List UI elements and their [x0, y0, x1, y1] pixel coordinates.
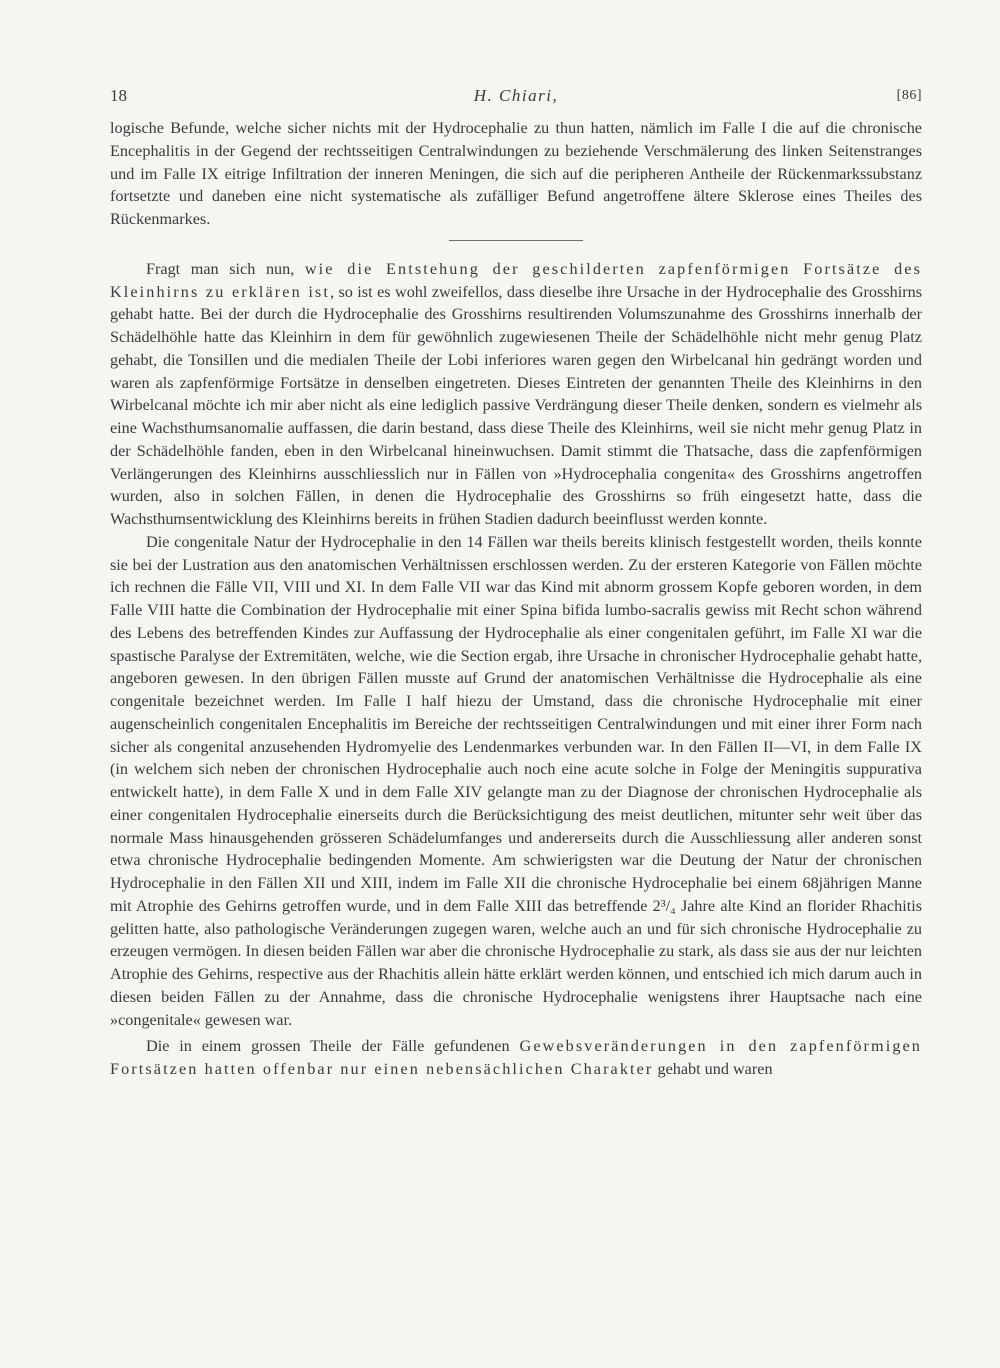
page-number: 18: [110, 86, 127, 105]
original-page-number: [86]: [896, 88, 922, 103]
running-title: H. Chiari,: [473, 86, 559, 105]
paragraph-origin-lead: Fragt man sich nun,: [146, 259, 305, 278]
section-divider: [449, 240, 583, 241]
paragraph-tissue-rest: gehabt und waren: [653, 1060, 773, 1078]
paragraph-congenital-nature: Die congenitale Natur der Hydrocephalie in den 14 Fällen war theils bereits klinisch festgestellt worden, theils konnte sie bei der Lustration aus den anatomischen Verhältnissen erschlossen werden. Zu der ersteren Kategorie von Fällen möchte ich rechnen die Fälle VII, VIII und XI. In dem Falle VII war das Kind mit abnorm grossem Kopfe geboren worden, in dem Falle VIII hatte die Combination der Hydrocephalie mit einer Spina bifida lumbo-sacralis gewiss mit Recht schon während des Lebens des betreffenden Kindes zur Auffassung der Hydrocephalie als einer congenitalen geführt, im Falle XI war die spastische Paralyse der Extremitäten, welche, wie die Section ergab, ihre Ursache in chronischer Hydrocephalie gehabt hatte, angeboren gewesen. In den übrigen Fällen musste auf Grund der anatomischen Verhältnisse die Hydrocephalie als eine congenitale bezeichnet werden. Im Falle I half hiezu der Umstand, dass die chronische Hydrocephalie mit einer augenscheinlich congenitalen Encephalitis im Bereiche der rechtsseitigen Centralwindungen und mit einer ihrer Form nach sicher als congenital anzusehenden Hydromyelie des Lendenmarkes verbunden war. In den Fällen II—VI, in dem Falle IX (in welchem sich neben der chronischen Hydrocephalie auch noch eine acute solche in Folge der Meningitis suppurativa entwickelt hatte), in dem Falle X und in dem Falle XIV gelangte man zu der Diagnose der chronischen Hydrocephalie als einer congenitalen Hydrocephalie einerseits durch die Berücksichtigung des meist deutlichen, mitunter sehr weit über das normale Mass hinausgehenden grösseren Schädelumfanges und andererseits durch die Ausschliessung aller anderen sonst etwa chronische Hydrocephalie bedingenden Momente. Am schwierigsten war die Deutung der Natur der chronischen Hydrocephalie in den Fällen XII und XIII, indem im Falle XII die chronische Hydrocephalie bei einem 68jährigen Manne mit Atrophie des Gehirns getroffen wurde, und in dem Falle XIII das betreffende 2³/₄ Jahre alte Kind an florider Rhachitis gelitten hatte, also pathologische Veränderungen zugegen waren, welche auch an und für sich chronische Hydrocephalie zu erzeugen vermögen. In diesen beiden Fällen war aber die chronische Hydrocephalie zu stark, als dass sie aus der nur leichten Atrophie des Gehirns, respective aus der Rhachitis allein hätte erklärt werden können, und entschied ich mich darum auch in diesen beiden Fällen zu der Annahme, dass die chronische Hydrocephalie wenigstens ihrer Hauptsache nach eine »congenitale« gewesen war.: [110, 532, 922, 1029]
page-header: [110, 86, 922, 112]
paragraph-continuation: logische Befunde, welche sicher nichts mit der Hydrocephalie zu thun hatten, nämlich im Falle I die auf die chronische Encephalitis in der Gegend der rechtsseitigen Centralwindungen zu beziehende Verschmälerung des linken Seitenstranges und im Falle IX eitrige Infiltration der inneren Meningen, die sich auf die peripheren Antheile der Rückenmarkssubstanz fortsetzte und daneben eine nicht systematische als zufälliger Befund angetroffene ältere Sklerose eines Theiles des Rückenmarkes.: [110, 119, 922, 228]
body-text: [110, 117, 922, 1081]
paragraph-tissue-changes: [110, 1035, 922, 1081]
paragraph-tissue-emphasis: Gewebsveränderungen in den zapfenförmigen Fortsätzen hatten offenbar nur einen nebensächlichen Charakter: [110, 1037, 922, 1078]
paragraph-origin: [110, 258, 922, 531]
paragraph-origin-rest: , so ist es wohl zweifellos, dass dieselbe ihre Ursache in der Hydrocephalie des Grosshirns gehabt hatte. Bei der durch die Hydrocephalie des Grosshirns resultirenden Volumszunahme des Grosshirns innerhalb der Schädelhöhle hatte das Kleinhirn in dem für gewöhnlich zugewiesenen Theile der Schädelhöhle nicht mehr genug Platz gehabt, die Tonsillen und die medialen Theile der Lobi inferiores waren gegen den Wirbelcanal hin gedrängt worden und waren als zapfenförmige Fortsätze in denselben eingetreten. Dieses Eintreten der genannten Theile des Kleinhirns in den Wirbelcanal möchte ich mir aber nicht als eine lediglich passive Verdrängung dieser Theile denken, sondern es vielmehr als eine Wachsthumsanomalie auffassen, die darin bestand, dass diese Theile des Kleinhirns, weil sie nicht mehr genug Platz in der Schädelhöhle fanden, eben in den Wirbelcanal hineinwuchsen. Damit stimmt die Thatsache, dass die zapfenförmigen Verlängerungen des Kleinhirns ausschliesslich nur in Fällen von »Hydrocephalia congenita« des Grosshirns angetroffen wurden, also in solchen Fällen, in denen die Hydrocephalie des Grosshirns so früh eingesetzt hatte, dass die Wachsthumsentwicklung des Kleinhirns bereits in frühen Stadien dadurch beeinflusst werden konnte.: [110, 282, 922, 528]
paragraph-origin-emphasis: wie die Entstehung der geschilderten zapfenförmigen Fortsätze des Kleinhirns zu erklären ist: [110, 259, 922, 301]
paragraph-tissue-lead: Die in einem grossen Theile der Fälle gefundenen: [146, 1037, 520, 1056]
